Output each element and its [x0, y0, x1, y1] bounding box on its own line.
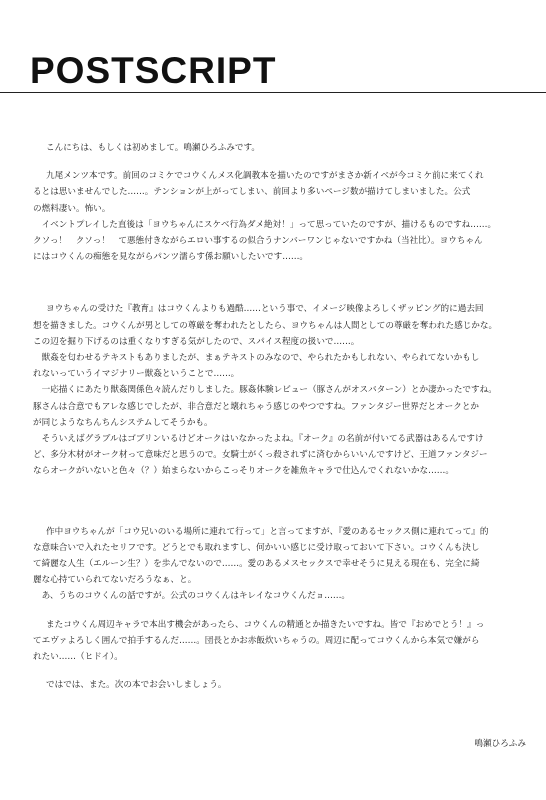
paragraph-line: るとは思いませんでした……。テンションが上がってしまい、前回より多いページ数が描けてしまいました。公式 [33, 187, 471, 198]
title-rule [0, 92, 546, 93]
paragraph-line: クソっ！ クソっ！ て悪態付きながらエロい事するの似合うナンバーワンじゃないですかね（当社比）。ヨウちゃん [33, 236, 483, 247]
paragraph-line: またコウくん周辺キャラで本出す機会があったら、コウくんの精通とか描きたいですね。皆で『おめでとう！』っ [46, 619, 485, 630]
paragraph-line: て綺麗な人生（エルーン生？）を歩んでないので……。愛のあるメスセックスで幸せそうに見える現在も、完全に綺 [33, 559, 480, 570]
paragraph-line: ヨウちゃんの受けた『教育』はコウくんよりも過酷……という事で、イメージ映像よろしくザッピング的に過去回 [46, 304, 484, 315]
paragraph-line: ならオークがいないと色々（？）始まらないからこっそりオークを雑魚キャラで仕込んでくれないかな……。 [33, 466, 454, 477]
paragraph-line: ではでは、また。次の本でお会いしましょう。 [46, 680, 227, 691]
paragraph-line: 作中ヨウちゃんが「コウ兄いのいる場所に連れて行って」と言ってますが、『愛のあるセックス側に連れてって』的 [46, 526, 489, 537]
paragraph-line: あ、うちのコウくんの話ですが。公式のコウくんはキレイなコウくんだョ……。 [33, 591, 351, 602]
paragraph-line: にはコウくんの痴態を見ながらパンツ濡らす係お願いしたいです……。 [33, 252, 309, 263]
paragraph-line: 豚さんは合意でもアレな感じでしたが、非合意だと壊れちゃう感じのやつですね。ファンタジー世界だとオークとか [33, 401, 480, 412]
paragraph-line: この辺を掘り下げるのは重くなりすぎる気がしたので、スパイス程度の扱いで……。 [33, 336, 360, 347]
paragraph-line: 麗な心持ていられてないだろうなぁ、と。 [33, 575, 197, 586]
paragraph-line: れたい……（ヒドイ）。 [33, 652, 123, 663]
paragraph-line: ど、多分木材がオーク材って意味だと思うので。女騎士がくっ殺されずに済むからいいんですけど、王道ファンタジー [33, 450, 488, 461]
paragraph-line: 想を描きました。コウくんが男としての尊厳を奪われたとしたら、ヨウちゃんは人間としての尊厳を奪われた感じかな。 [33, 320, 498, 331]
paragraph-line: イベントプレイした直後は「ヨウちゃんにスケベ行為ダメ絶対！」って思っていたのですが、描けるものですね……。 [33, 219, 497, 230]
paragraph-line: の燃料凄い。怖い。 [33, 203, 111, 214]
page-title: POSTSCRIPT [30, 50, 277, 91]
paragraph-line: れないっていうイマジナリー獣姦ということで……。 [33, 369, 240, 380]
paragraph-line: そういえばグラブルはゴブリンいるけどオークはいなかったよね。『オーク』の名前が付いてる武器はあるんですけ [33, 434, 484, 445]
paragraph-line: てエヴァよろしく囲んで拍手するんだ……。団長とかお赤飯炊いちゃうの。周辺に配ってコウくんから本気で嫌がら [33, 635, 480, 646]
postscript-body [33, 140, 523, 693]
paragraph-line: 獣姦を匂わせるテキストもありましたが、まぁテキストのみなので、やられたかもしれない、やられてないかもし [33, 353, 480, 364]
paragraph-line: 一応描くにあたり獣姦関係色々読んだりしました。豚姦体験レビュー（豚さんがオスバターン）とか凄かったですね。 [33, 385, 497, 396]
paragraph-line: な意味合いで入れたセリフです。どうとでも取れますし、何かいい感じに受け取っておいて下さい。コウくんも決し [33, 542, 480, 553]
signature: 鳴瀬ひろふみ [474, 739, 526, 749]
paragraph-line: が同じようなちんちんシステムしてそうかも。 [33, 417, 213, 428]
paragraph-line: 九尾メンツ本です。前回のコミケでコウくんメス化調教本を描いたのですがまさか新イベが今コミケ前に来てくれ [46, 171, 484, 182]
paragraph-line: こんにちは、もしくは初めまして。鳴瀬ひろふみです。 [46, 143, 260, 153]
